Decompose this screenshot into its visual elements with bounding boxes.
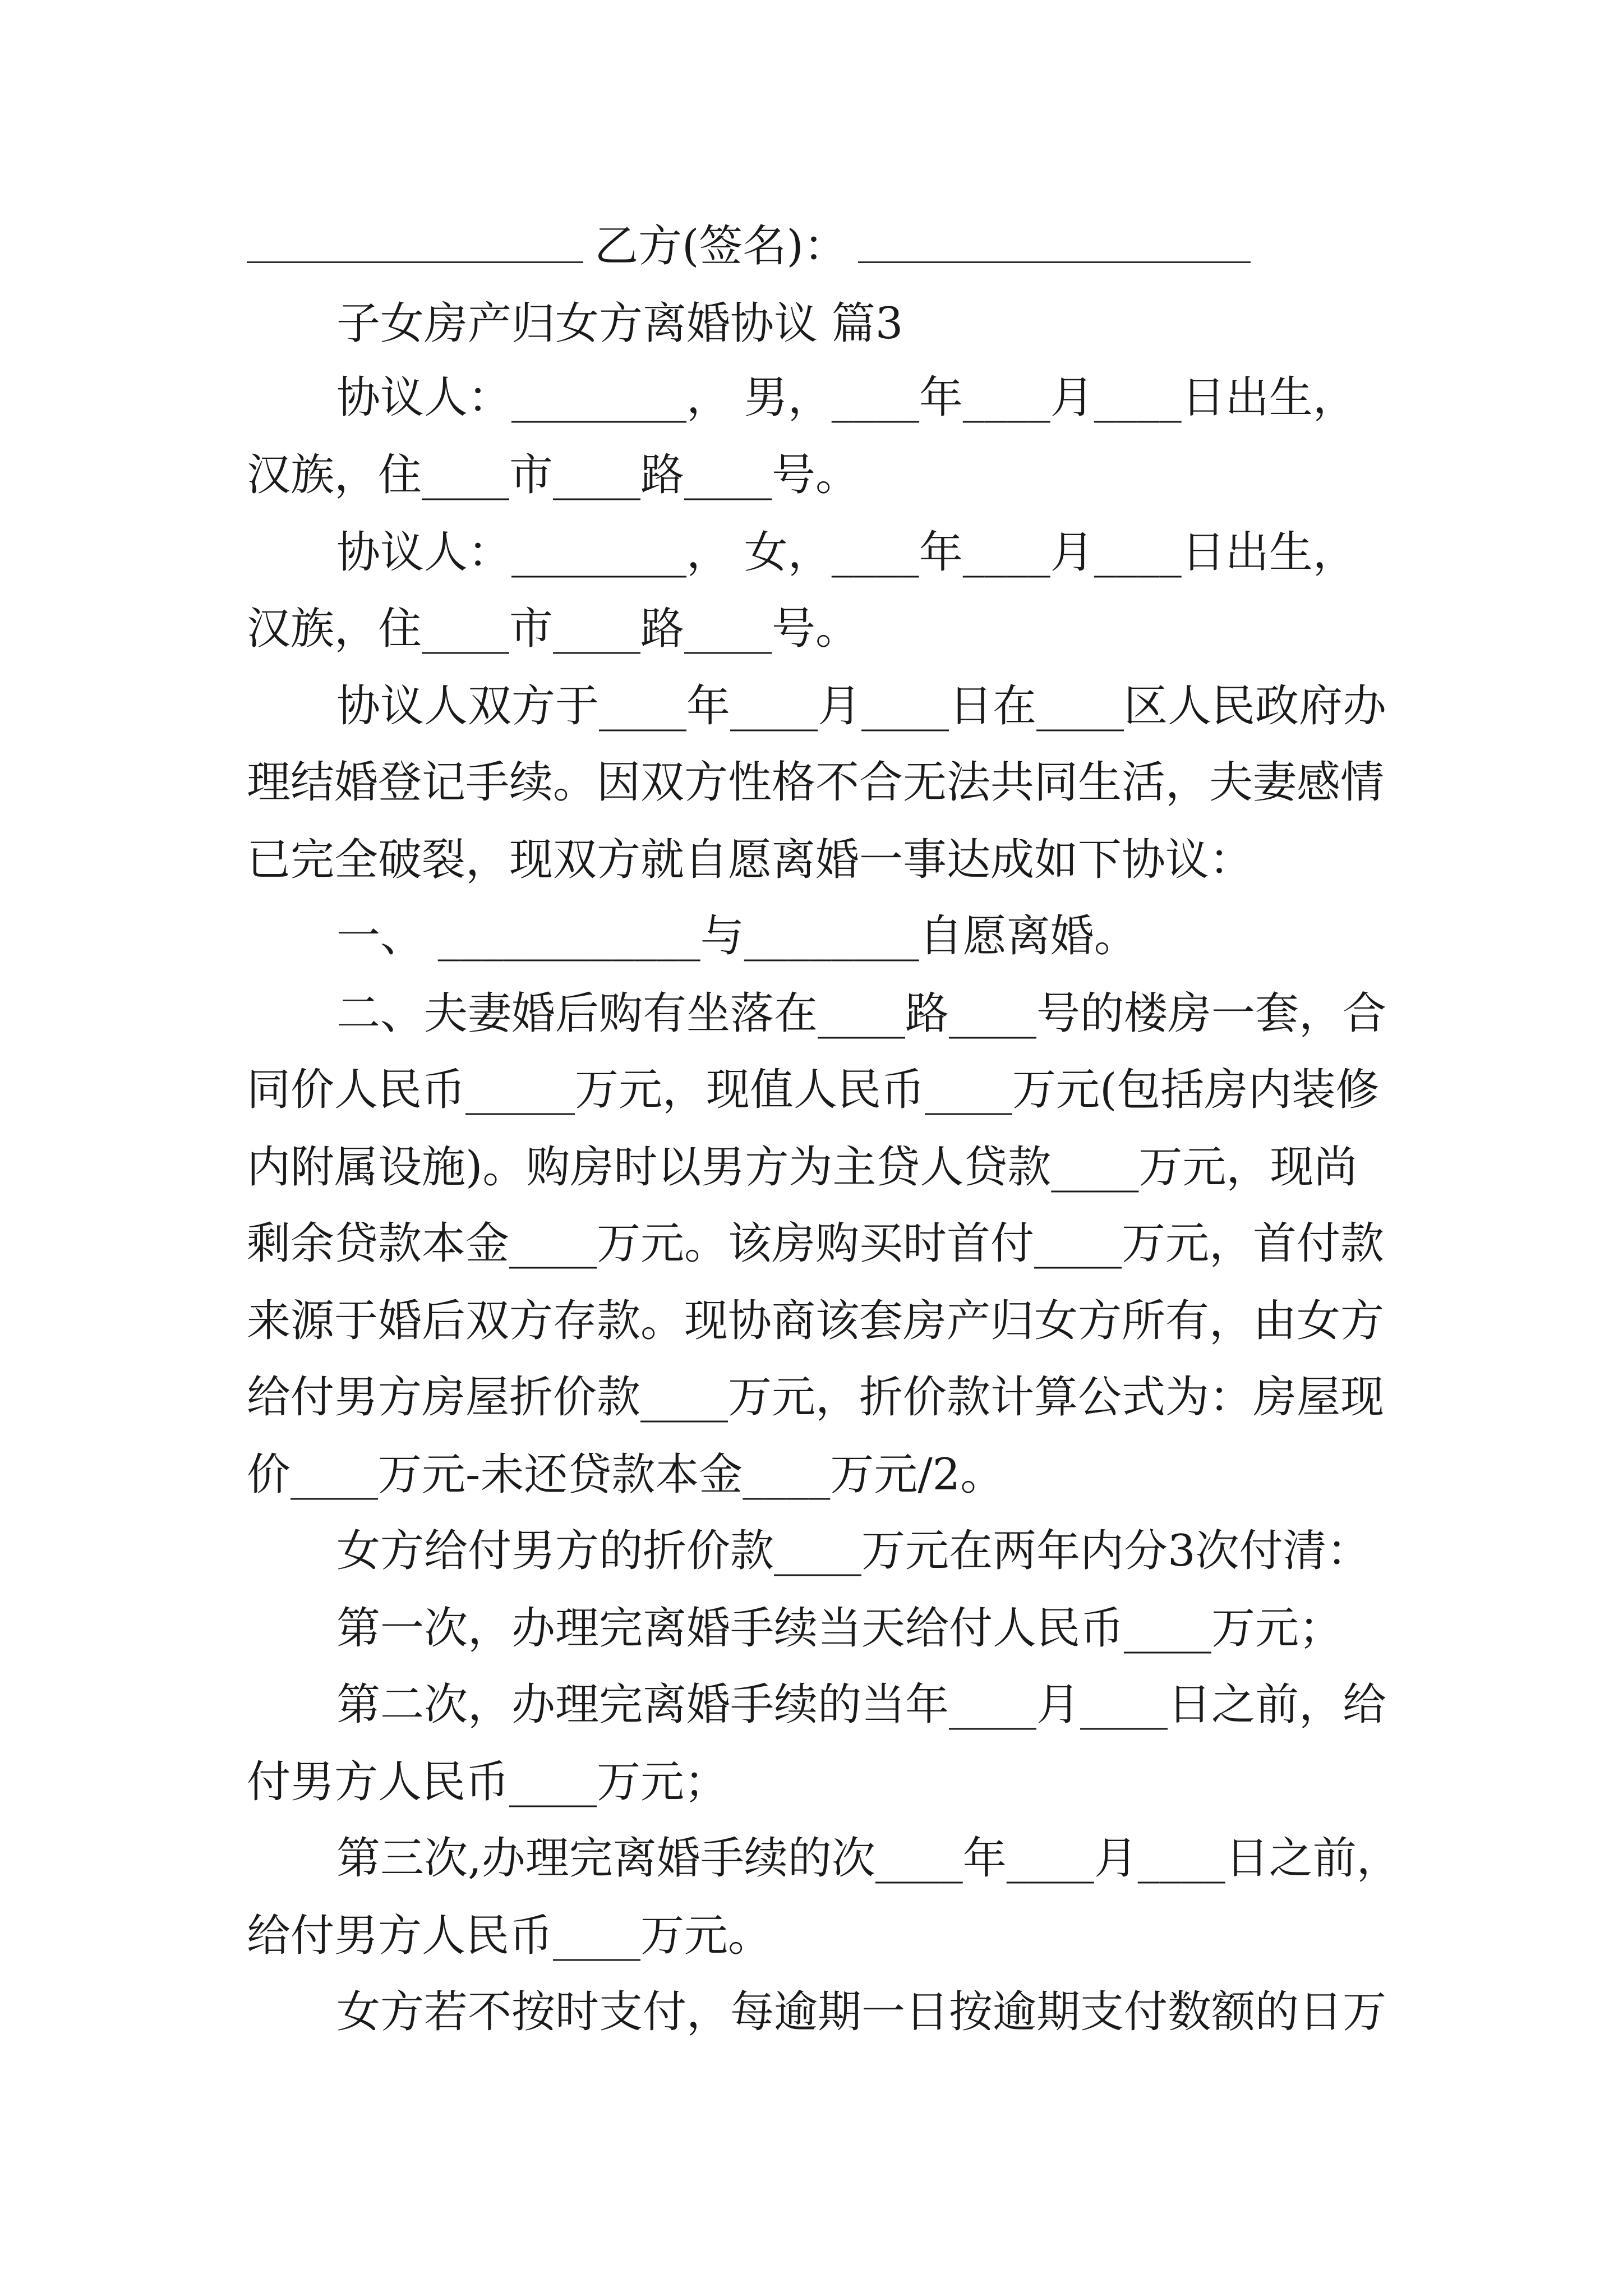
text-line: 女方若不按时支付，每逾期一日按逾期支付数额的日万 [336, 1987, 1387, 2037]
party-b-signature-label: 乙方(签名)： [594, 221, 847, 272]
text-line: 第一次，办理完离婚手续当天给付人民币____万元； [336, 1603, 1343, 1654]
text-line: 理结婚登记手续。因双方性格不合无法共同生活，夫妻感情 [247, 757, 1385, 808]
text-line: 第三次,办理完离婚手续的次____年____月____日之前， [336, 1833, 1400, 1884]
text-line: 协议人：________， 男，____年____月____日出生， [336, 372, 1357, 423]
text-line: 一、 ____________与________自愿离婚。 [336, 911, 1138, 961]
text-line: 二、夫妻婚后购有坐落在____路____号的楼房一套，合 [336, 988, 1387, 1039]
signature-line-right [858, 261, 1251, 263]
text-line: 汉族，住____市____路____号。 [247, 604, 860, 654]
text-line: 协议人双方于____年____月____日在____区人民政府办 [336, 681, 1387, 731]
text-line: 付男方人民币____万元； [247, 1757, 728, 1807]
text-line: 价____万元-未还贷款本金____万元/2。 [247, 1450, 1004, 1500]
text-line: 给付男方房屋折价款____万元，折价款计算公式为：房屋现 [247, 1372, 1385, 1423]
section-title: 子女房产归女方离婚协议 篇3 [336, 298, 903, 349]
text-line: 已完全破裂，现双方就自愿离婚一事达成如下协议： [247, 835, 1253, 885]
text-line: 剩余贷款本金____万元。该房购买时首付____万元，首付款 [247, 1218, 1385, 1269]
signature-line-left [247, 261, 583, 263]
text-line: 汉族，住____市____路____号。 [247, 450, 860, 500]
text-line: 同价人民币_____万元，现值人民币____万元(包括房内装修 [247, 1065, 1380, 1115]
text-line: 给付男方人民币____万元。 [247, 1911, 772, 1961]
text-line: 协议人：________， 女，____年____月____日出生， [336, 527, 1357, 578]
text-line: 第二次，办理完离婚手续的当年____月____日之前，给 [336, 1680, 1387, 1730]
text-line: 内附属设施)。购房时以男方为主贷人贷款____万元，现尚 [247, 1142, 1358, 1193]
text-line: 女方给付男方的折价款____万元在两年内分3次付清： [336, 1526, 1371, 1576]
text-line: 来源于婚后双方存款。现协商该套房产归女方所有，由女方 [247, 1296, 1385, 1346]
